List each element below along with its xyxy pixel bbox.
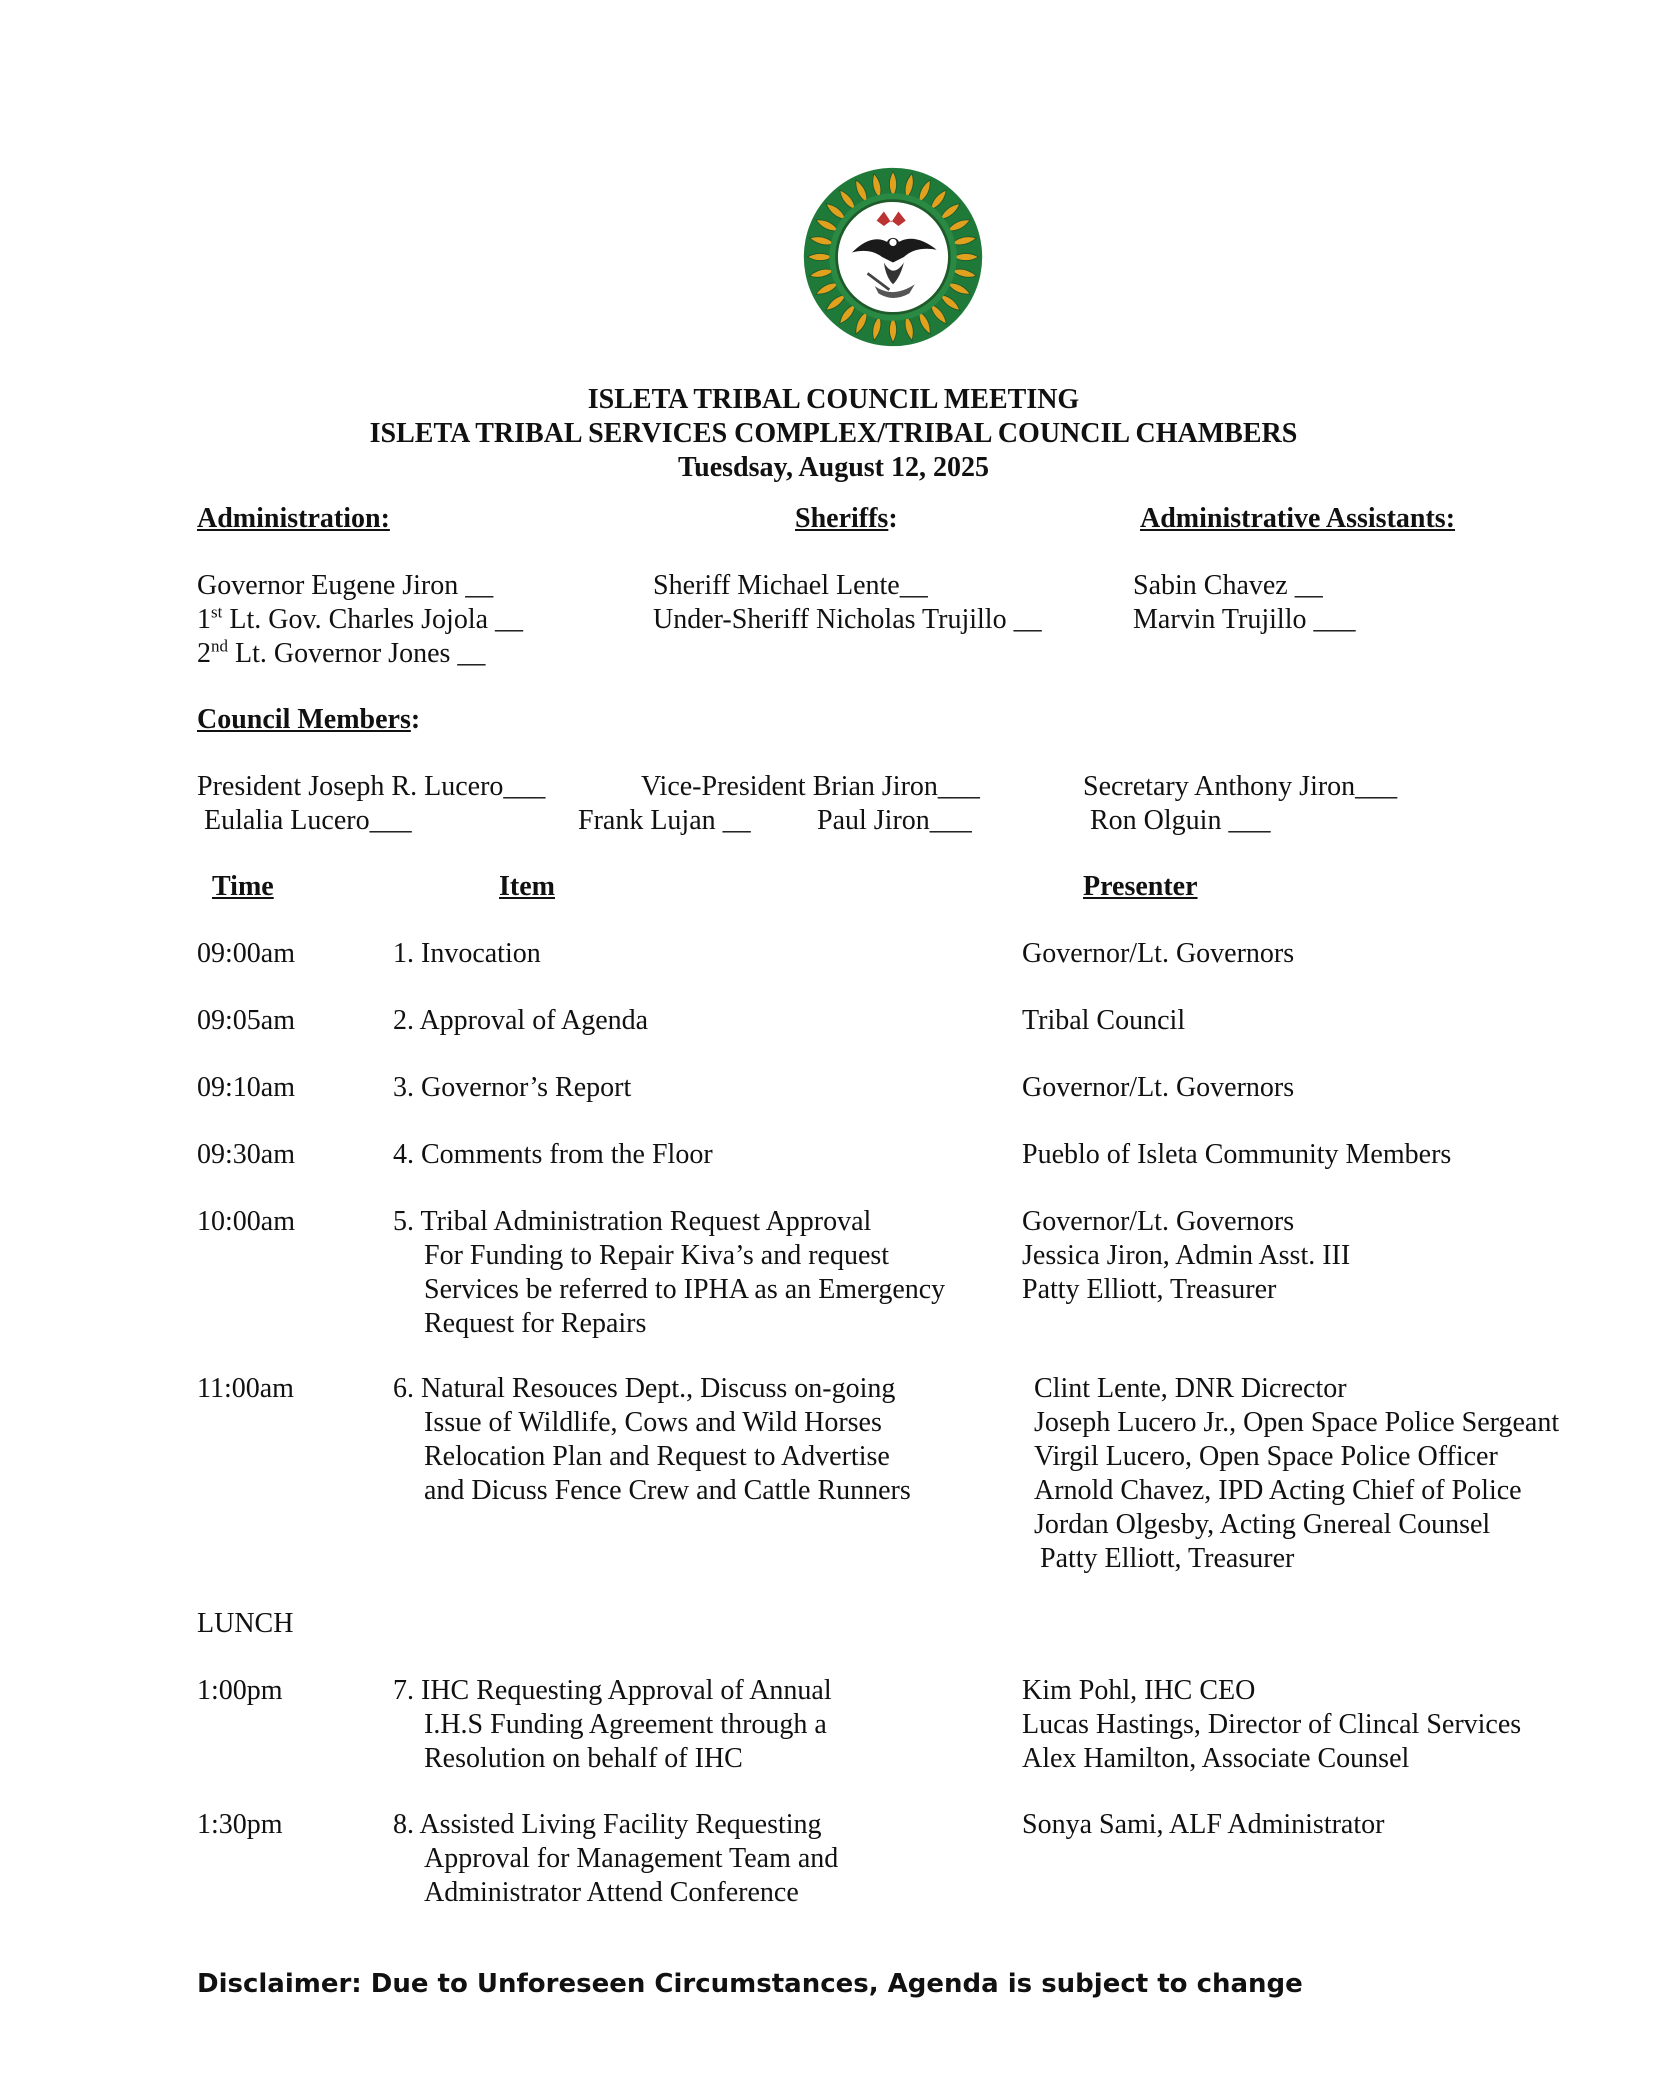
admin-member-num: 1: [197, 604, 211, 635]
agenda-presenter: Clint Lente, DNR Dicrector: [1034, 1373, 1347, 1404]
agenda-item-text: Approval for Management Team and: [424, 1843, 839, 1874]
assistants-heading: Administrative Assistants:: [1140, 503, 1456, 534]
agenda-presenter: Governor/Lt. Governors: [1022, 1206, 1295, 1237]
agenda-item-text: Relocation Plan and Request to Advertise: [424, 1441, 890, 1472]
agenda-item-text: Request for Repairs: [424, 1308, 647, 1339]
agenda-item-text: 7. IHC Requesting Approval of Annual: [393, 1675, 832, 1706]
agenda-presenter: Kim Pohl, IHC CEO: [1022, 1675, 1256, 1706]
agenda-item-text: 3. Governor’s Report: [393, 1072, 632, 1103]
agenda-presenter: Joseph Lucero Jr., Open Space Police Sergeant: [1034, 1407, 1560, 1438]
agenda-presenter: Alex Hamilton, Associate Counsel: [1022, 1743, 1410, 1774]
administration-heading: Administration:: [197, 503, 390, 534]
agenda-item-text: 4. Comments from the Floor: [393, 1139, 713, 1170]
agenda-presenter: Governor/Lt. Governors: [1022, 1072, 1295, 1103]
agenda-item-text: 5. Tribal Administration Request Approval: [393, 1206, 872, 1237]
admin-member-ordinal: st: [211, 602, 223, 622]
agenda-presenter: Virgil Lucero, Open Space Police Officer: [1034, 1441, 1498, 1472]
council-heading-label: Council Members: [197, 704, 411, 735]
sheriff-member: Sheriff Michael Lente__: [653, 570, 928, 601]
meeting-location: ISLETA TRIBAL SERVICES COMPLEX/TRIBAL COUNCIL CHAMBERS: [369, 418, 1298, 449]
agenda-time-header: Time: [212, 871, 274, 902]
agenda-time: 1:00pm: [197, 1675, 283, 1706]
disclaimer: Disclaimer: Due to Unforeseen Circumstances, Agenda is subject to change: [197, 1969, 1303, 1999]
agenda-presenter: Pueblo of Isleta Community Members: [1022, 1139, 1452, 1170]
admin-member-text: Governor Eugene Jiron __: [197, 570, 494, 601]
tribal-seal-icon: [802, 166, 984, 348]
agenda-item-text: For Funding to Repair Kiva’s and request: [424, 1240, 890, 1271]
agenda-presenter: Patty Elliott, Treasurer: [1040, 1543, 1295, 1574]
sheriffs-heading-label: Sheriffs: [795, 503, 889, 534]
assistant-member: Sabin Chavez __: [1133, 570, 1323, 601]
council-member: Paul Jiron___: [817, 805, 972, 836]
admin-member: [197, 637, 485, 671]
admin-member: [197, 569, 493, 603]
agenda-time: 09:10am: [197, 1072, 295, 1103]
agenda-time: 11:00am: [197, 1373, 294, 1404]
council-president: President Joseph R. Lucero___: [197, 771, 546, 802]
admin-member-text: Lt. Governor Jones __: [228, 638, 486, 669]
agenda-item-text: Resolution on behalf of IHC: [424, 1743, 743, 1774]
agenda-time: 1:30pm: [197, 1809, 283, 1840]
agenda-presenter-header: Presenter: [1083, 871, 1198, 902]
agenda-presenter: Sonya Sami, ALF Administrator: [1022, 1809, 1385, 1840]
agenda-presenter: Governor/Lt. Governors: [1022, 938, 1295, 969]
agenda-item-text: 2. Approval of Agenda: [393, 1005, 649, 1036]
agenda-item-text: and Dicuss Fence Crew and Cattle Runners: [424, 1475, 911, 1506]
council-member: Eulalia Lucero___: [204, 805, 412, 836]
agenda-time: 10:00am: [197, 1206, 295, 1237]
lunch-break: LUNCH: [197, 1608, 294, 1639]
agenda-item-text: 6. Natural Resouces Dept., Discuss on-going: [393, 1373, 896, 1404]
agenda-presenter: Arnold Chavez, IPD Acting Chief of Police: [1034, 1475, 1522, 1506]
agenda-presenter: Jordan Olgesby, Acting Gnereal Counsel: [1034, 1509, 1491, 1540]
agenda-item-text: I.H.S Funding Agreement through a: [424, 1709, 827, 1740]
agenda-time: 09:05am: [197, 1005, 295, 1036]
agenda-item-text: Services be referred to IPHA as an Emergency: [424, 1274, 946, 1305]
agenda-time: 09:30am: [197, 1139, 295, 1170]
council-vice-president: Vice-President Brian Jiron___: [641, 771, 980, 802]
sheriffs-heading: [795, 502, 898, 536]
agenda-item-text: Administrator Attend Conference: [424, 1877, 799, 1908]
agenda-presenter: Jessica Jiron, Admin Asst. III: [1022, 1240, 1351, 1271]
agenda-item-text: Issue of Wildlife, Cows and Wild Horses: [424, 1407, 882, 1438]
agenda-time: 09:00am: [197, 938, 295, 969]
council-heading-colon: :: [410, 704, 421, 735]
council-heading: [197, 703, 420, 737]
agenda-presenter: Lucas Hastings, Director of Clincal Services: [1022, 1709, 1522, 1740]
agenda-presenter: Patty Elliott, Treasurer: [1022, 1274, 1277, 1305]
council-member: Ron Olguin ___: [1090, 805, 1271, 836]
meeting-title: ISLETA TRIBAL COUNCIL MEETING: [587, 384, 1080, 415]
sheriffs-heading-colon: :: [888, 503, 898, 534]
meeting-date: Tuesdsay, August 12, 2025: [678, 452, 989, 483]
council-member: Frank Lujan __: [578, 805, 751, 836]
admin-member: [197, 603, 523, 637]
admin-member-text: Lt. Gov. Charles Jojola __: [222, 604, 524, 635]
agenda-presenter: Tribal Council: [1022, 1005, 1186, 1036]
agenda-item-text: 8. Assisted Living Facility Requesting: [393, 1809, 822, 1840]
admin-member-ordinal: nd: [211, 636, 228, 656]
assistant-member: Marvin Trujillo ___: [1133, 604, 1356, 635]
agenda-item-header: Item: [499, 871, 555, 902]
sheriff-member: Under-Sheriff Nicholas Trujillo __: [653, 604, 1042, 635]
agenda-item-text: 1. Invocation: [393, 938, 541, 969]
council-secretary: Secretary Anthony Jiron___: [1083, 771, 1398, 802]
admin-member-num: 2: [197, 638, 211, 669]
